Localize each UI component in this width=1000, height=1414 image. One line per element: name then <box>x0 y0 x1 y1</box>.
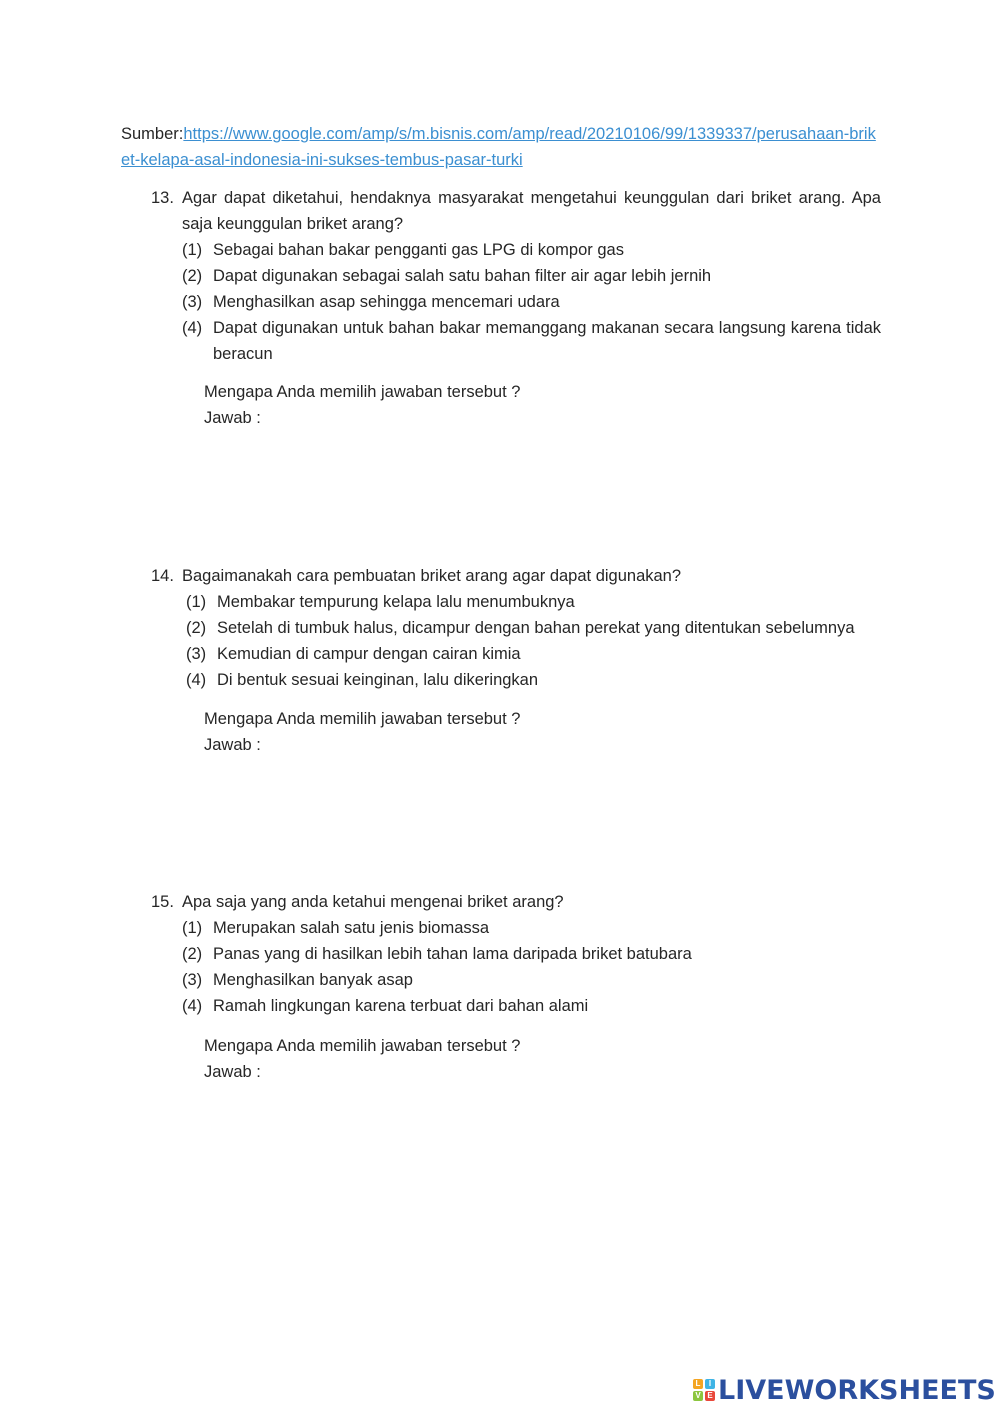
option-text: Menghasilkan banyak asap <box>213 971 413 989</box>
reason-block-13 <box>204 379 520 431</box>
option-item <box>182 941 881 967</box>
option-item <box>182 263 881 289</box>
logo-grid-icon <box>693 1379 715 1401</box>
answer-label[interactable]: Jawab : <box>204 1063 261 1081</box>
logo-tile: V <box>693 1391 703 1401</box>
option-number: (4) <box>186 671 207 689</box>
question-text: Apa saja yang anda ketahui mengenai briket arang? <box>182 893 564 911</box>
option-item <box>182 967 881 993</box>
reason-prompt: Mengapa Anda memilih jawaban tersebut ? <box>204 1037 521 1055</box>
option-item <box>186 615 881 641</box>
question-number: 15. <box>151 893 174 911</box>
question-13 <box>151 185 881 367</box>
logo-tile: I <box>705 1379 715 1389</box>
option-number: (3) <box>186 645 207 663</box>
option-text: Merupakan salah satu jenis biomassa <box>213 919 490 937</box>
question-15 <box>151 889 881 1019</box>
reason-prompt: Mengapa Anda memilih jawaban tersebut ? <box>204 710 521 728</box>
option-text: Ramah lingkungan karena terbuat dari bahan alami <box>213 997 589 1015</box>
source-link[interactable]: https://www.google.com/amp/s/m.bisnis.com/amp/read/20210106/99/1339337/perusahaan-briket-kelapa-asal-indonesia-ini-sukses-tembus-pasar-turki <box>121 125 876 169</box>
option-number: (1) <box>186 593 207 611</box>
liveworksheets-logo <box>693 1375 996 1405</box>
option-number: (3) <box>182 971 203 989</box>
question-number: 14. <box>151 567 174 585</box>
option-item <box>186 589 881 615</box>
question-14 <box>151 563 881 693</box>
option-number: (1) <box>182 919 203 937</box>
question-number: 13. <box>151 189 174 207</box>
option-text: Setelah di tumbuk halus, dicampur dengan bahan perekat yang ditentukan sebelumnya <box>217 619 855 637</box>
option-item <box>182 915 881 941</box>
logo-tile: E <box>705 1391 715 1401</box>
question-text: Bagaimanakah cara pembuatan briket arang agar dapat digunakan? <box>182 567 682 585</box>
reason-prompt: Mengapa Anda memilih jawaban tersebut ? <box>204 383 521 401</box>
option-list <box>151 589 881 693</box>
source-prefix: Sumber: <box>121 125 184 143</box>
option-text: Dapat digunakan sebagai salah satu bahan filter air agar lebih jernih <box>213 267 712 285</box>
logo-text: LIVEWORKSHEETS <box>718 1374 996 1406</box>
option-list <box>151 237 881 367</box>
option-number: (3) <box>182 293 203 311</box>
option-text: Membakar tempurung kelapa lalu menumbuknya <box>217 593 575 611</box>
option-number: (1) <box>182 241 203 259</box>
source-citation <box>121 121 881 173</box>
option-text: Dapat digunakan untuk bahan bakar memanggang makanan secara langsung karena tidak beracun <box>213 319 881 363</box>
option-item <box>182 993 881 1019</box>
option-list <box>151 915 881 1019</box>
answer-label[interactable]: Jawab : <box>204 409 261 427</box>
reason-block-15 <box>204 1033 520 1085</box>
option-number: (2) <box>182 267 203 285</box>
option-text: Menghasilkan asap sehingga mencemari udara <box>213 293 560 311</box>
reason-block-14 <box>204 706 520 758</box>
option-number: (2) <box>182 945 203 963</box>
option-item <box>182 237 881 263</box>
option-text: Di bentuk sesuai keinginan, lalu dikeringkan <box>217 671 539 689</box>
option-item <box>182 289 881 315</box>
option-text: Panas yang di hasilkan lebih tahan lama daripada briket batubara <box>213 945 692 963</box>
answer-label[interactable]: Jawab : <box>204 736 261 754</box>
option-number: (2) <box>186 619 207 637</box>
option-text: Kemudian di campur dengan cairan kimia <box>217 645 521 663</box>
question-text: Agar dapat diketahui, hendaknya masyarakat mengetahui keunggulan dari briket arang. Apa saja keunggulan briket arang? <box>182 189 881 233</box>
option-number: (4) <box>182 997 203 1015</box>
option-text: Sebagai bahan bakar pengganti gas LPG di kompor gas <box>213 241 624 259</box>
option-item <box>186 641 881 667</box>
option-item <box>182 315 881 367</box>
logo-tile: L <box>693 1379 703 1389</box>
option-item <box>186 667 881 693</box>
option-number: (4) <box>182 319 203 337</box>
